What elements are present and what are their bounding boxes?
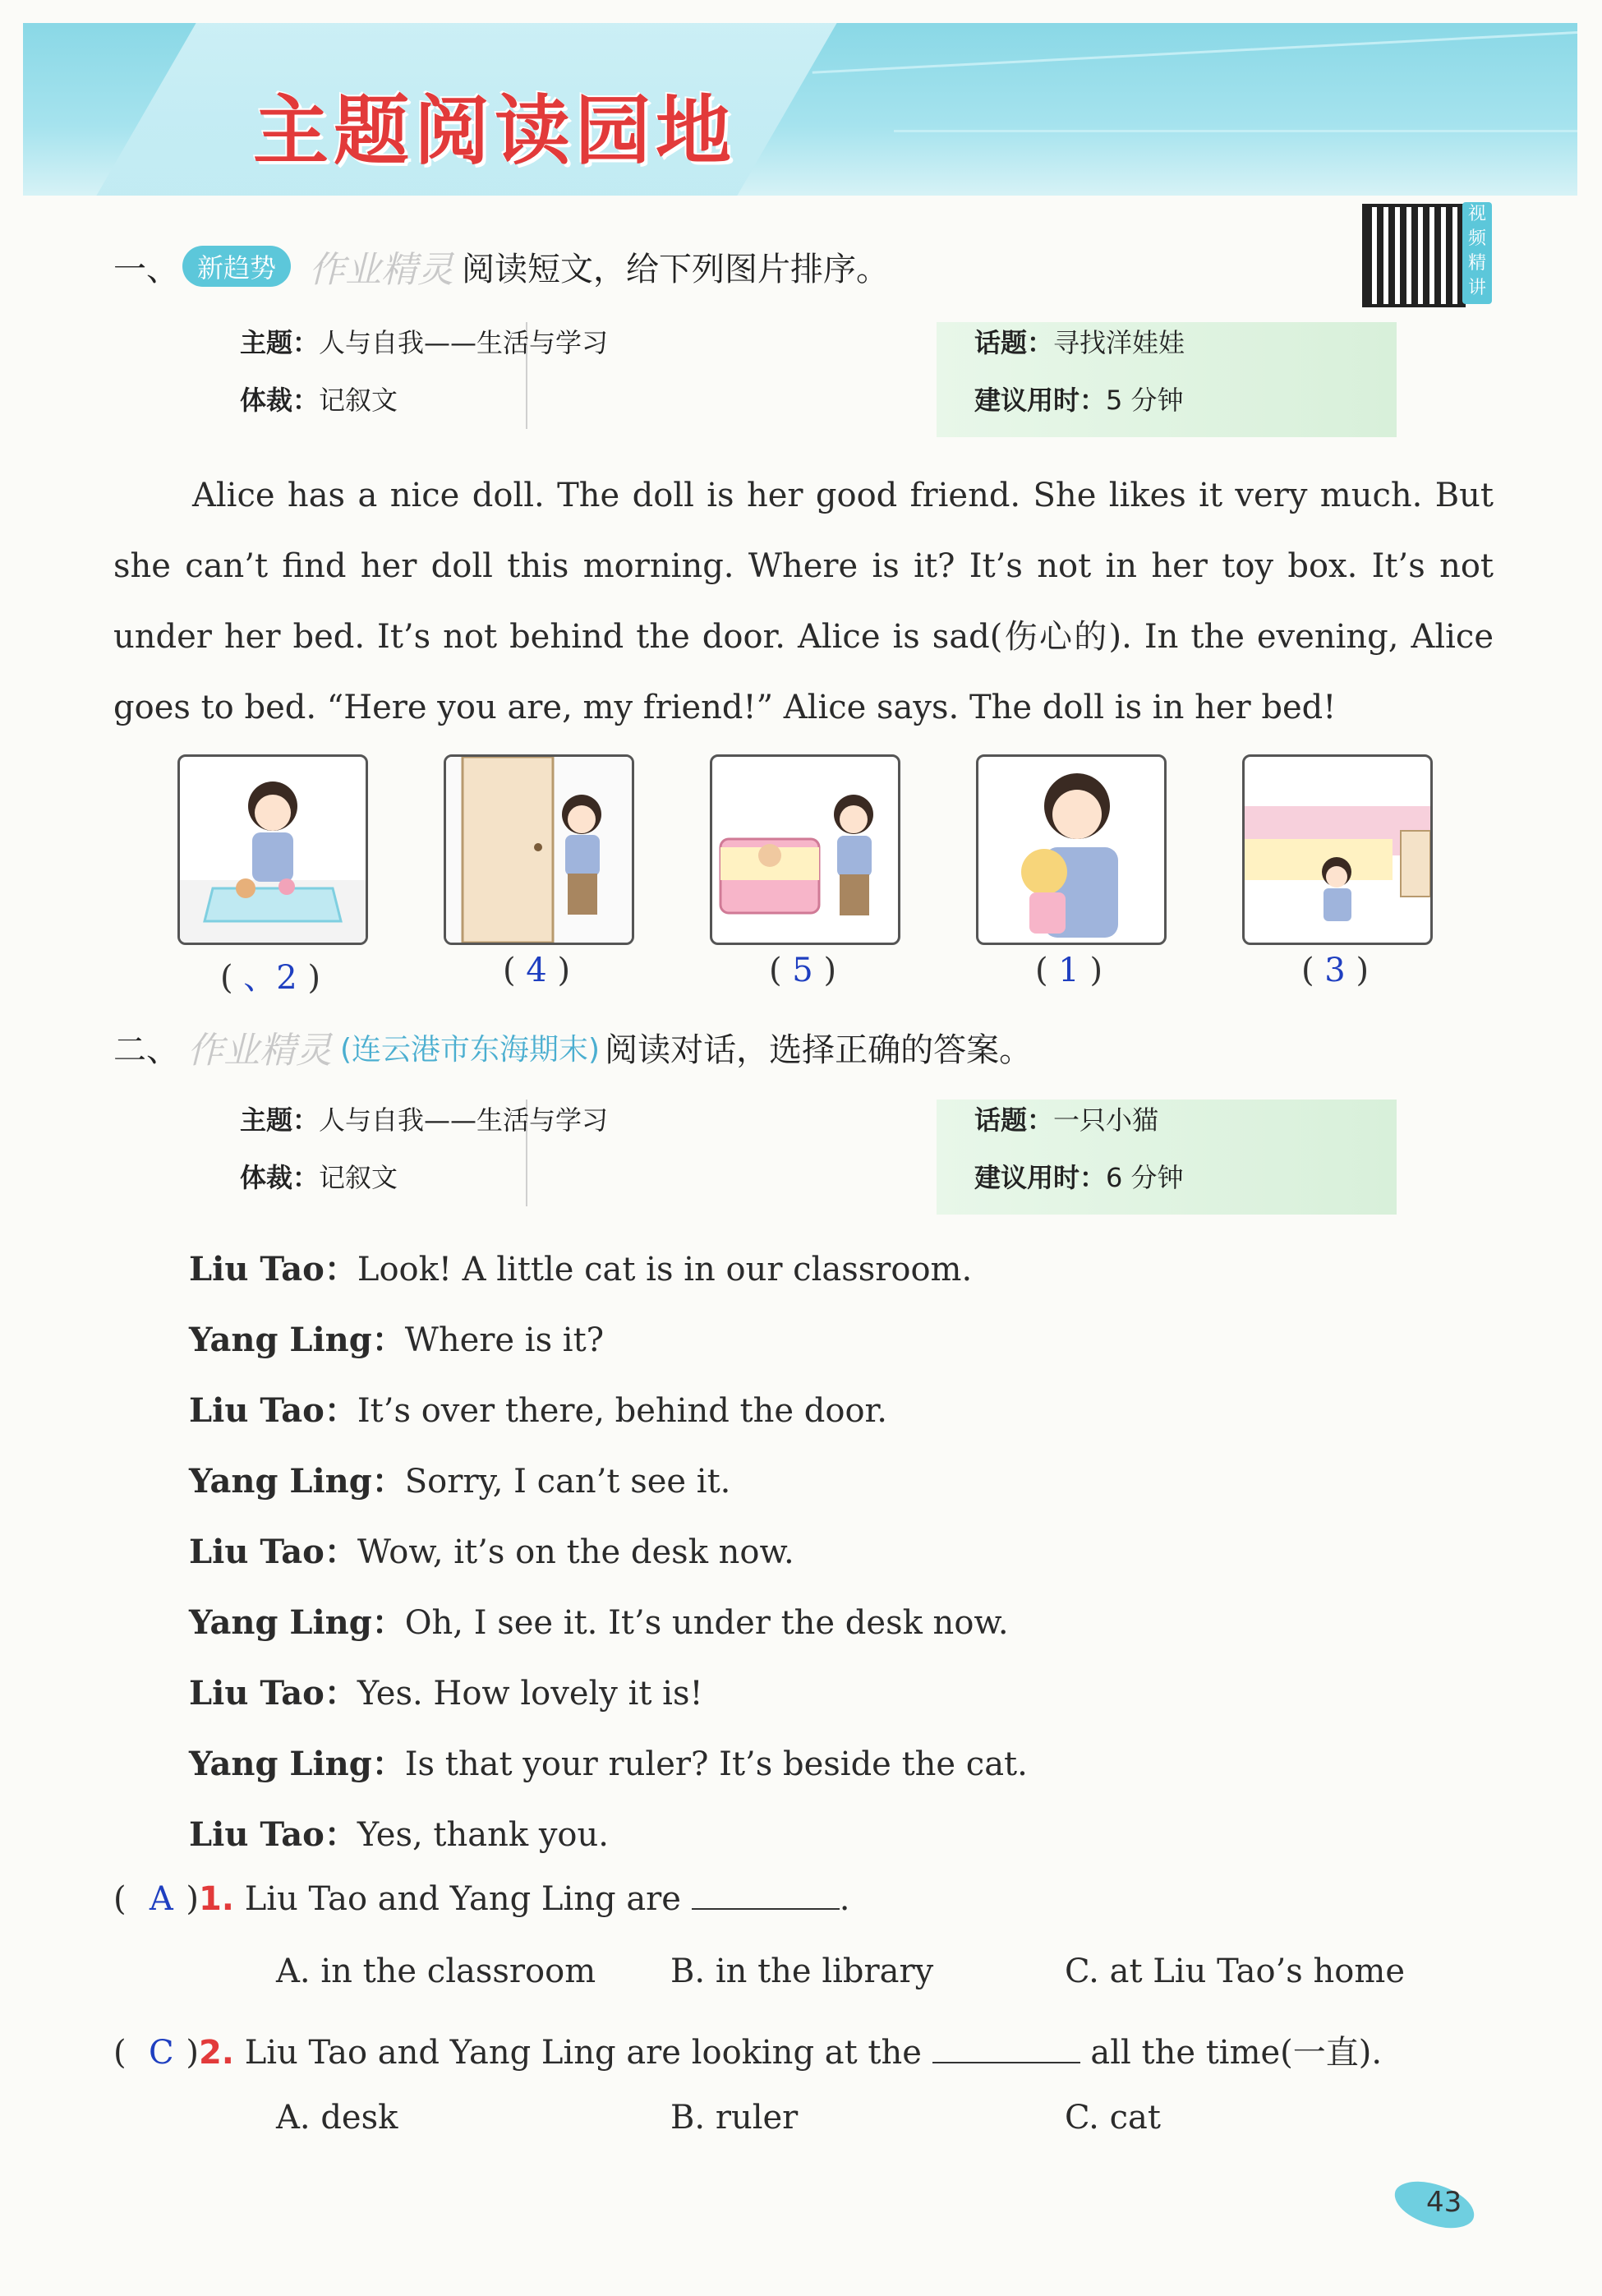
utterance: It’s over there, behind the door. [357, 1392, 887, 1430]
time-value: 6 分钟 [1106, 1162, 1184, 1193]
dialog-line [189, 1376, 1471, 1446]
paren-close: ) [307, 959, 321, 997]
paren-open: ( [768, 952, 782, 989]
paren-open: ( [219, 959, 233, 997]
option-a[interactable]: A. in the classroom [276, 1953, 596, 1990]
time-row [974, 1157, 1184, 1195]
topic-row [974, 322, 1185, 360]
dialog-line [189, 1588, 1471, 1658]
genre-value: 记叙文 [319, 385, 398, 416]
speaker: Liu Tao： [189, 1674, 357, 1713]
door-illustration [446, 757, 632, 943]
genre-row [240, 380, 398, 417]
section1-instruction: 阅读短文，给下列图片排序。 [462, 250, 890, 288]
question-answer[interactable]: A [149, 1880, 173, 1918]
answer-blank[interactable] [932, 2037, 1080, 2063]
answer-value: 1 [1058, 952, 1080, 989]
utterance: Is that your ruler? It’s beside the cat. [404, 1745, 1028, 1783]
qr-code-icon[interactable] [1362, 204, 1466, 307]
speaker: Liu Tao： [189, 1815, 357, 1854]
video-lecture-label[interactable]: 视频精讲 [1462, 202, 1492, 304]
dialog-line [189, 1234, 1471, 1305]
answer-value: 4 [526, 952, 547, 989]
picture-girl-behind-door [444, 754, 634, 945]
banner-line [894, 130, 1577, 132]
dialog-line [189, 1517, 1471, 1588]
banner-title: 主题阅读园地 [253, 87, 737, 175]
option-a[interactable]: A. desk [276, 2099, 398, 2137]
dialog [189, 1234, 1471, 1870]
speaker: Yang Ling： [189, 1745, 405, 1783]
section2-number: 二、 [113, 1030, 179, 1069]
topic-value: 寻找洋娃娃 [1053, 327, 1185, 358]
hugging-doll-illustration [978, 757, 1164, 943]
picture-answer [710, 952, 895, 989]
paren-close: ) [1356, 952, 1370, 989]
picture-girl-with-toy-box [177, 754, 368, 945]
paren-close: ) [557, 952, 571, 989]
question-answer[interactable]: C [149, 2034, 174, 2072]
speaker: Liu Tao： [189, 1250, 357, 1289]
picture-girl-under-bed [1242, 754, 1433, 945]
dialog-line [189, 1446, 1471, 1517]
genre-row [240, 1157, 398, 1195]
answer-value: 5 [792, 952, 813, 989]
section2-heading [113, 1021, 1032, 1073]
time-value: 5 分钟 [1106, 385, 1184, 416]
paren-open: ( [1300, 952, 1314, 989]
dialog-line [189, 1658, 1471, 1729]
question-number: 2. [198, 2034, 234, 2072]
question-stem: Liu Tao and Yang Ling are [244, 1880, 681, 1918]
watermark: 作业精灵 [309, 249, 454, 291]
answer-value: 、2 [243, 959, 297, 997]
topic-label: 话题： [974, 327, 1054, 358]
genre-label: 体裁： [240, 1162, 320, 1193]
speaker: Yang Ling： [189, 1321, 405, 1359]
question-number: 1. [198, 1880, 234, 1918]
passage-text: Alice has a nice doll. The doll is her good friend. She likes it very much. But she can’t find her doll this morning. Where is it? It’s not in her toy box. It’s not under her bed. It’s not behind the door. Alice is sad(伤心的). In the evening, Alice goes to bed. “Here you are, my friend!” Alice says. The doll is in her bed! [113, 477, 1494, 726]
picture-answer [976, 952, 1162, 989]
dialog-line [189, 1729, 1471, 1800]
speaker: Yang Ling： [189, 1462, 405, 1501]
source-tag: (连云港市东海期末) [340, 1032, 601, 1067]
topic-row [974, 1100, 1158, 1137]
theme-label: 主题： [240, 1104, 320, 1136]
header-banner [23, 23, 1577, 196]
answer-blank[interactable] [692, 1883, 840, 1910]
paren-open: ( [1034, 952, 1048, 989]
paren-close: ) [823, 952, 837, 989]
answer-value: 3 [1324, 952, 1346, 989]
theme-row [240, 1100, 608, 1137]
picture-answer [177, 952, 363, 998]
section2-info [230, 1100, 1380, 1223]
utterance: Yes. How lovely it is! [357, 1675, 703, 1713]
utterance: Sorry, I can’t see it. [404, 1463, 731, 1501]
option-b[interactable]: B. in the library [670, 1953, 934, 1990]
theme-value: 人与自我——生活与学习 [319, 1104, 609, 1136]
utterance: Look! A little cat is in our classroom. [357, 1251, 973, 1289]
bed-illustration [712, 757, 898, 943]
page-number [1393, 2176, 1492, 2245]
paren-close: ) [1089, 952, 1103, 989]
under-bed-illustration [1245, 757, 1430, 943]
question-stem: Liu Tao and Yang Ling are looking at the [244, 2034, 922, 2072]
section2-instruction: 阅读对话，选择正确的答案。 [605, 1030, 1033, 1069]
time-row [974, 380, 1184, 417]
utterance: Where is it? [404, 1321, 605, 1359]
page-number-text: 43 [1426, 2186, 1462, 2219]
utterance: Wow, it’s on the desk now. [357, 1533, 794, 1571]
banner-line [813, 24, 1577, 74]
genre-value: 记叙文 [319, 1162, 398, 1193]
utterance: Oh, I see it. It’s under the desk now. [404, 1604, 1009, 1642]
picture-answer [444, 952, 629, 989]
genre-label: 体裁： [240, 385, 320, 416]
question-1: ( A )1. Liu Tao and Yang Ling are . [113, 1880, 850, 1918]
question-2: ( C )2. Liu Tao and Yang Ling are looking at the all the time(一直). [113, 2034, 1383, 2072]
theme-label: 主题： [240, 327, 320, 358]
time-label: 建议用时： [974, 385, 1107, 416]
picture-answer [1242, 952, 1428, 989]
topic-value: 一只小猫 [1053, 1104, 1159, 1136]
paren-open: ( [502, 952, 516, 989]
question-stem-end: all the time(一直). [1090, 2034, 1383, 2072]
utterance: Yes, thank you. [357, 1816, 609, 1854]
question-stem-end: . [839, 1880, 850, 1918]
time-label: 建议用时： [974, 1162, 1107, 1193]
section1-info [230, 322, 1380, 445]
topic-label: 话题： [974, 1104, 1054, 1136]
theme-value: 人与自我——生活与学习 [319, 327, 609, 358]
toy-box-illustration [180, 757, 366, 943]
speaker: Liu Tao： [189, 1533, 357, 1571]
theme-row [240, 322, 608, 360]
speaker: Yang Ling： [189, 1603, 405, 1642]
new-trend-badge: 新趋势 [182, 246, 291, 287]
option-b[interactable]: B. ruler [670, 2099, 799, 2137]
reading-passage [113, 460, 1494, 743]
picture-girl-hugging-doll [976, 754, 1167, 945]
picture-girl-by-bed [710, 754, 900, 945]
section1-heading [113, 240, 889, 293]
dialog-line [189, 1800, 1471, 1870]
speaker: Liu Tao： [189, 1391, 357, 1430]
dialog-line [189, 1305, 1471, 1376]
watermark: 作业精灵 [187, 1030, 332, 1072]
option-c[interactable]: C. cat [1065, 2099, 1161, 2137]
section1-number: 一、 [113, 250, 179, 288]
option-c[interactable]: C. at Liu Tao’s home [1065, 1953, 1405, 1990]
